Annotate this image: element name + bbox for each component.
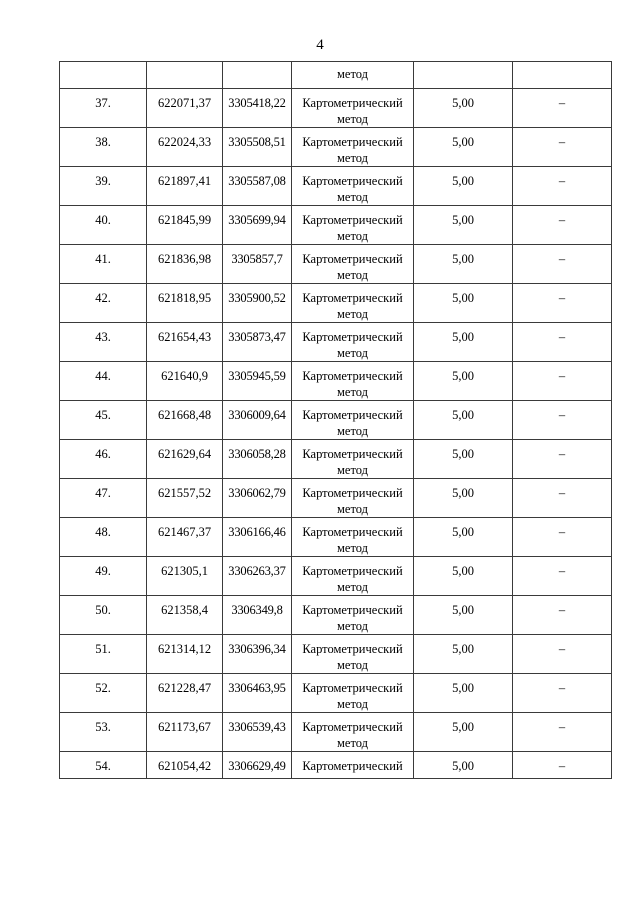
cell-method	[292, 89, 414, 128]
cell-number: 43.	[60, 323, 147, 362]
method-line: Картометрический	[302, 96, 403, 110]
method-line: Картометрический	[302, 603, 403, 617]
cell-y: 3305857,7	[223, 245, 292, 284]
method-line: Картометрический	[302, 720, 403, 734]
cell-y: 3306539,43	[223, 713, 292, 752]
method-line: Картометрический	[302, 525, 403, 539]
cell-number: 42.	[60, 284, 147, 323]
cell-y: 3306396,34	[223, 635, 292, 674]
cell-number: 50.	[60, 596, 147, 635]
table-row	[60, 89, 612, 128]
cell-note: –	[513, 479, 612, 518]
cell-method	[292, 752, 414, 779]
cell-note: –	[513, 401, 612, 440]
method-line: метод	[336, 190, 368, 204]
table-row	[60, 713, 612, 752]
method-line: Картометрический	[302, 330, 403, 344]
table-row	[60, 206, 612, 245]
method-line: Картометрический	[302, 408, 403, 422]
cell-note: –	[513, 557, 612, 596]
cell-error: 5,00	[414, 713, 513, 752]
cell-note	[513, 62, 612, 89]
cell-y: 3306009,64	[223, 401, 292, 440]
cell-note: –	[513, 440, 612, 479]
cell-error: 5,00	[414, 245, 513, 284]
method-line: метод	[336, 463, 368, 477]
cell-note: –	[513, 245, 612, 284]
cell-note: –	[513, 167, 612, 206]
table-row	[60, 674, 612, 713]
cell-number: 49.	[60, 557, 147, 596]
cell-number: 46.	[60, 440, 147, 479]
table-row	[60, 284, 612, 323]
cell-number: 51.	[60, 635, 147, 674]
method-line: Картометрический	[302, 642, 403, 656]
table-row	[60, 518, 612, 557]
cell-x: 621629,64	[147, 440, 223, 479]
method-line: метод	[336, 619, 368, 633]
cell-note: –	[513, 284, 612, 323]
cell-x: 621557,52	[147, 479, 223, 518]
cell-x: 622071,37	[147, 89, 223, 128]
coordinates-table	[59, 61, 612, 779]
table-row	[60, 557, 612, 596]
cell-note: –	[513, 713, 612, 752]
cell-note: –	[513, 206, 612, 245]
method-line: Картометрический	[302, 759, 403, 773]
cell-y: 3306062,79	[223, 479, 292, 518]
cell-error: 5,00	[414, 323, 513, 362]
cell-x: 621836,98	[147, 245, 223, 284]
cell-x: 621668,48	[147, 401, 223, 440]
table-row	[60, 167, 612, 206]
cell-note: –	[513, 635, 612, 674]
cell-y: 3306058,28	[223, 440, 292, 479]
cell-error: 5,00	[414, 206, 513, 245]
cell-error: 5,00	[414, 596, 513, 635]
cell-note: –	[513, 128, 612, 167]
cell-error: 5,00	[414, 479, 513, 518]
method-line: метод	[336, 580, 368, 594]
cell-note: –	[513, 89, 612, 128]
method-line: Картометрический	[302, 252, 403, 266]
method-line: метод	[336, 268, 368, 282]
table-row	[60, 323, 612, 362]
cell-method	[292, 245, 414, 284]
cell-error: 5,00	[414, 362, 513, 401]
cell-x: 622024,33	[147, 128, 223, 167]
cell-x: 621314,12	[147, 635, 223, 674]
cell-error	[414, 62, 513, 89]
cell-error: 5,00	[414, 89, 513, 128]
cell-y: 3305508,51	[223, 128, 292, 167]
cell-x	[147, 62, 223, 89]
method-line: метод	[336, 736, 368, 750]
method-line: метод	[336, 502, 368, 516]
method-line: Картометрический	[302, 135, 403, 149]
cell-number: 44.	[60, 362, 147, 401]
table-row	[60, 128, 612, 167]
cell-y: 3306166,46	[223, 518, 292, 557]
cell-y: 3305587,08	[223, 167, 292, 206]
cell-number: 53.	[60, 713, 147, 752]
cell-note: –	[513, 596, 612, 635]
cell-y: 3305699,94	[223, 206, 292, 245]
cell-number: 54.	[60, 752, 147, 779]
cell-method	[292, 323, 414, 362]
method-line: метод	[336, 346, 368, 360]
cell-note: –	[513, 518, 612, 557]
cell-method	[292, 284, 414, 323]
cell-number: 38.	[60, 128, 147, 167]
cell-y: 3306349,8	[223, 596, 292, 635]
cell-method	[292, 167, 414, 206]
method-line: Картометрический	[302, 174, 403, 188]
cell-number: 52.	[60, 674, 147, 713]
cell-x: 621640,9	[147, 362, 223, 401]
table-row	[60, 362, 612, 401]
cell-error: 5,00	[414, 674, 513, 713]
cell-error: 5,00	[414, 440, 513, 479]
cell-method	[292, 128, 414, 167]
cell-method	[292, 713, 414, 752]
cell-method	[292, 440, 414, 479]
cell-x: 621467,37	[147, 518, 223, 557]
cell-method	[292, 479, 414, 518]
cell-y: 3306629,49	[223, 752, 292, 779]
method-line: метод	[336, 697, 368, 711]
cell-x: 621173,67	[147, 713, 223, 752]
cell-y: 3305900,52	[223, 284, 292, 323]
cell-y: 3305873,47	[223, 323, 292, 362]
cell-x: 621054,42	[147, 752, 223, 779]
cell-number: 40.	[60, 206, 147, 245]
cell-y	[223, 62, 292, 89]
cell-note: –	[513, 674, 612, 713]
cell-method	[292, 518, 414, 557]
method-line: метод	[336, 151, 368, 165]
cell-error: 5,00	[414, 401, 513, 440]
method-line: метод	[336, 658, 368, 672]
cell-note: –	[513, 323, 612, 362]
cell-number: 47.	[60, 479, 147, 518]
cell-method: метод	[292, 62, 414, 89]
cell-error: 5,00	[414, 167, 513, 206]
method-line: метод	[336, 385, 368, 399]
table-row-continued	[60, 62, 612, 89]
table-row	[60, 440, 612, 479]
cell-number: 41.	[60, 245, 147, 284]
cell-error: 5,00	[414, 635, 513, 674]
cell-error: 5,00	[414, 557, 513, 596]
table-row	[60, 401, 612, 440]
method-line: Картометрический	[302, 564, 403, 578]
method-line: метод	[336, 307, 368, 321]
method-line: Картометрический	[302, 447, 403, 461]
cell-method	[292, 674, 414, 713]
method-line: метод	[336, 541, 368, 555]
cell-error: 5,00	[414, 518, 513, 557]
cell-x: 621358,4	[147, 596, 223, 635]
cell-method	[292, 557, 414, 596]
cell-number: 39.	[60, 167, 147, 206]
method-line: Картометрический	[302, 681, 403, 695]
method-line: Картометрический	[302, 213, 403, 227]
cell-x: 621897,41	[147, 167, 223, 206]
table-row	[60, 596, 612, 635]
cell-x: 621305,1	[147, 557, 223, 596]
table-row	[60, 245, 612, 284]
cell-x: 621845,99	[147, 206, 223, 245]
cell-number: 45.	[60, 401, 147, 440]
cell-x: 621654,43	[147, 323, 223, 362]
method-line: метод	[336, 229, 368, 243]
cell-error: 5,00	[414, 752, 513, 779]
page-number: 4	[316, 37, 324, 53]
cell-y: 3305418,22	[223, 89, 292, 128]
cell-note: –	[513, 752, 612, 779]
cell-number: 48.	[60, 518, 147, 557]
cell-y: 3306463,95	[223, 674, 292, 713]
method-line: Картометрический	[302, 291, 403, 305]
method-line: Картометрический	[302, 369, 403, 383]
cell-method	[292, 362, 414, 401]
cell-number: 37.	[60, 89, 147, 128]
table-row	[60, 752, 612, 779]
cell-x: 621228,47	[147, 674, 223, 713]
cell-y: 3306263,37	[223, 557, 292, 596]
cell-method	[292, 401, 414, 440]
cell-error: 5,00	[414, 128, 513, 167]
table-row	[60, 479, 612, 518]
cell-error: 5,00	[414, 284, 513, 323]
method-line: Картометрический	[302, 486, 403, 500]
cell-method	[292, 596, 414, 635]
cell-method	[292, 206, 414, 245]
cell-x: 621818,95	[147, 284, 223, 323]
table-row	[60, 635, 612, 674]
cell-number	[60, 62, 147, 89]
method-line: метод	[336, 424, 368, 438]
coordinates-table-body	[60, 62, 612, 779]
cell-note: –	[513, 362, 612, 401]
cell-y: 3305945,59	[223, 362, 292, 401]
method-line: метод	[336, 112, 368, 126]
cell-method	[292, 635, 414, 674]
